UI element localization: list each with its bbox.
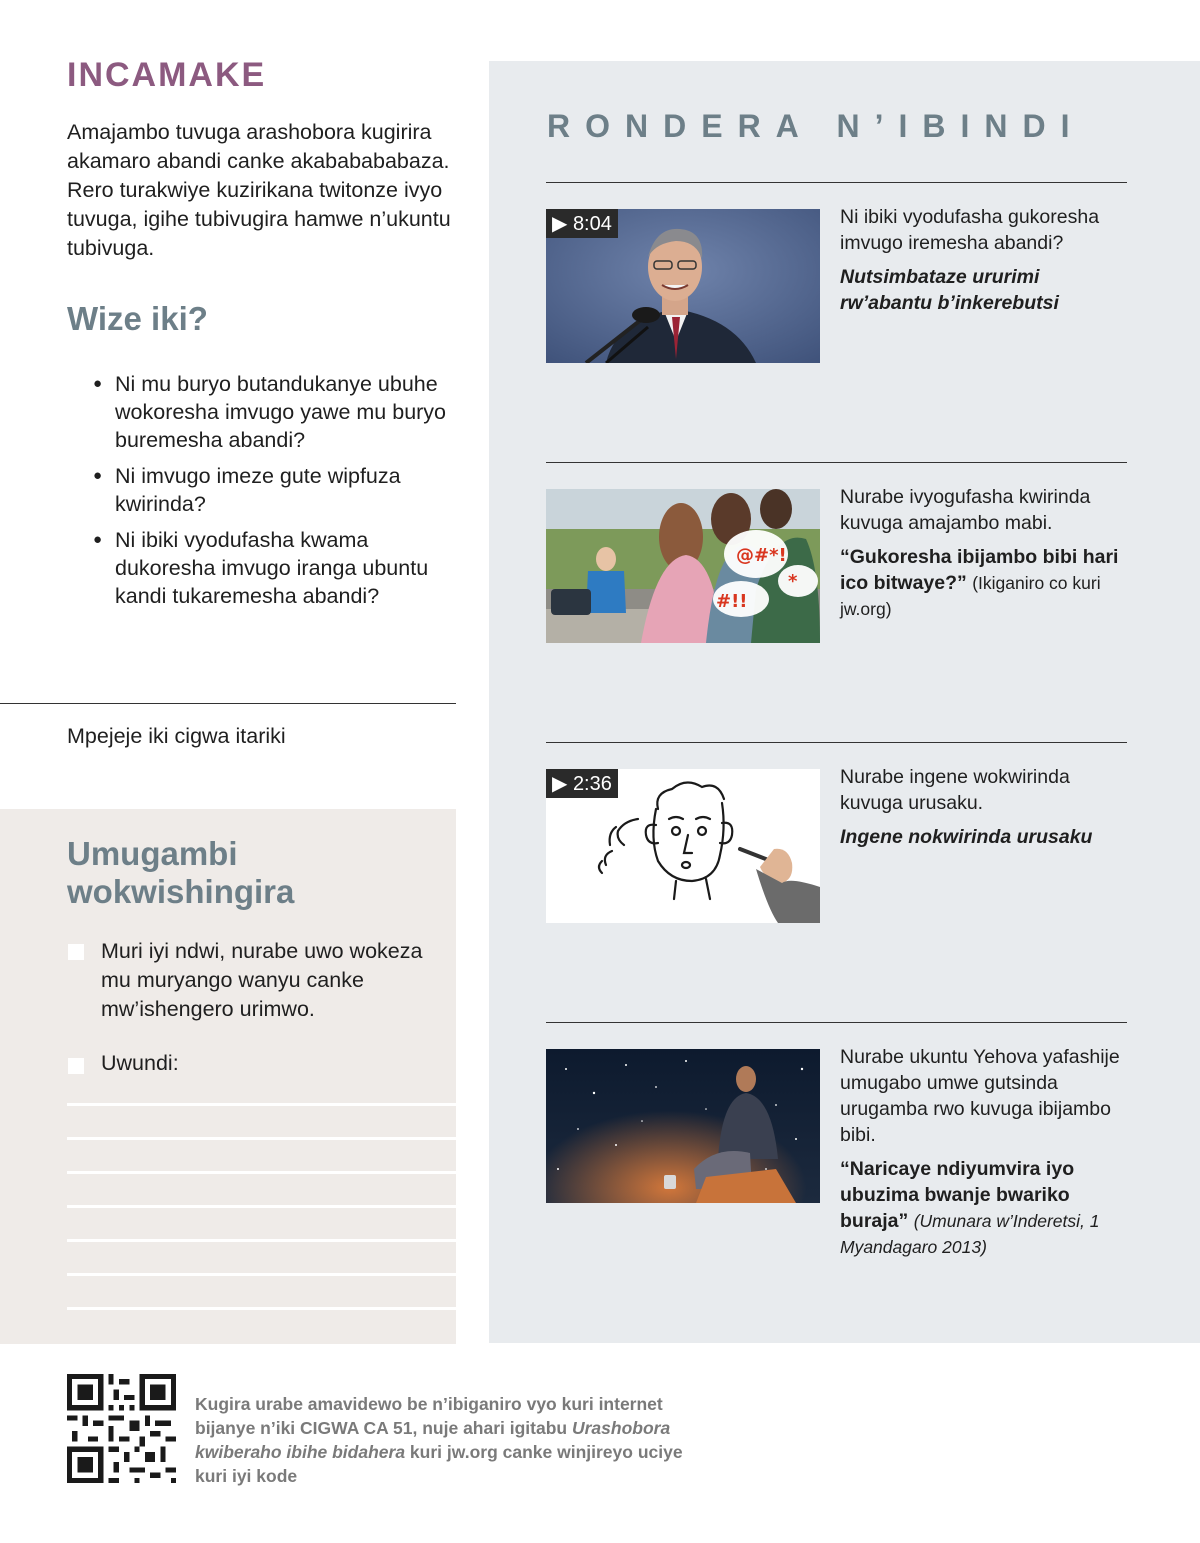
divider <box>546 462 1127 463</box>
qr-code-graphic <box>67 1374 176 1483</box>
goal-checkbox[interactable] <box>68 944 84 960</box>
entry-title-line <box>840 544 1130 622</box>
research-entry <box>840 764 1130 850</box>
other-goal-label: Uwundi: <box>101 1051 179 1075</box>
entry-title-line <box>840 1156 1130 1260</box>
svg-text:*: * <box>788 571 798 592</box>
entry-description: Nurabe ivyogufasha kwirinda kuvuga amajambo mabi. <box>840 486 1091 534</box>
duration-value: 8:04 <box>572 213 612 235</box>
know-heading: Wize iki? <box>67 300 208 337</box>
challenge-heading <box>67 835 294 911</box>
challenge-heading-line: Umugambi <box>67 835 238 872</box>
svg-text:#!!: #!! <box>716 591 748 612</box>
summary-heading: INCAMAKE <box>67 56 267 94</box>
entry-title-link[interactable]: “Naricaye ndiyumvira iyo ubuzima bwanje bwariko buraja” <box>840 1158 1075 1232</box>
entry-description: Ni ibiki vyodufasha gukoresha imvugo iremesha abandi? <box>840 206 1100 254</box>
teens-with-speech-bubbles-image <box>546 489 820 643</box>
publication-title: Urashobora kwiberaho ibihe bidahera <box>195 1418 671 1462</box>
divider <box>546 1022 1127 1023</box>
svg-text:@#*!: @#*! <box>736 545 787 566</box>
other-goal-checkbox[interactable] <box>68 1058 84 1074</box>
video-thumbnail-man-at-microphone[interactable] <box>546 209 820 363</box>
entry-description: Nurabe ukuntu Yehova yafashije umugabo umwe gutsinda urugamba rwo kuvuga ibijambo bibi. <box>840 1046 1120 1146</box>
entry-source: (Umunara w’Inderetsi, 1 Myandagaro 2013) <box>840 1211 1100 1257</box>
summary-text: Amajambo tuvuga arashobora kugirira akamaro abandi canke akababababaza. Rero turakwiye kuzirikana twitonze ivyo tuvuga, igihe tubivugira hamwe n’ukuntu tubivuga. <box>67 120 451 260</box>
writing-line[interactable] <box>67 1103 456 1106</box>
challenge-heading-line: wokwishingira <box>67 873 295 910</box>
entry-description: Nurabe ingene wokwirinda kuvuga urusaku. <box>840 766 1070 814</box>
article-thumbnail-teens[interactable] <box>546 489 820 643</box>
writing-line[interactable] <box>67 1239 456 1242</box>
video-duration: ▶ 8:04 <box>546 209 618 238</box>
writing-line[interactable] <box>67 1273 456 1276</box>
duration-value: 2:36 <box>572 773 612 795</box>
list-item: ● Ni ibiki vyodufasha kwama dukoresha imvugo iranga ubuntu kandi tukaremesha abandi? <box>93 526 463 610</box>
writing-line[interactable] <box>67 1307 456 1310</box>
research-entry <box>840 484 1130 622</box>
writing-line[interactable] <box>67 1205 456 1208</box>
divider <box>546 742 1127 743</box>
entry-title-link[interactable]: Nutsimbataze ururimi rw’abantu b’inkerebutsi <box>840 266 1059 314</box>
research-entry <box>840 204 1130 316</box>
article-thumbnail-starry-sky[interactable] <box>546 1049 820 1203</box>
goal-text: Muri iyi ndwi, nurabe uwo wokeza mu muryango wanyu canke mw’ishengero urimwo. <box>101 939 423 1021</box>
writing-line[interactable] <box>67 1171 456 1174</box>
research-entry <box>840 1044 1130 1260</box>
footer-text <box>195 1392 690 1488</box>
footer-text-part: kuri jw.org canke winjireyo uciye kuri iyi kode <box>195 1442 683 1486</box>
man-under-starry-sky-image <box>546 1049 820 1203</box>
footer-text-part: Kugira urabe amavidewo be n’ibiganiro vyo kuri internet bijanye n’iki CIGWA CA 51, nuje ahari igitabu <box>195 1394 663 1438</box>
qr-code-icon[interactable] <box>67 1374 176 1483</box>
writing-line[interactable] <box>67 1137 456 1140</box>
divider <box>546 182 1127 183</box>
list-item: ● Ni mu buryo butandukanye ubuhe wokoresha imvugo yawe mu buryo buremesha abandi? <box>93 370 463 454</box>
entry-title-link[interactable]: “Gukoresha ibijambo bibi hari ico bitwaye?” <box>840 546 1119 594</box>
research-heading: RONDERA N’IBINDI <box>547 108 1085 144</box>
entry-source: (Ikiganiro co kuri jw.org) <box>840 573 1101 619</box>
video-thumbnail-whiteboard[interactable] <box>546 769 820 923</box>
completion-date-label: Mpejeje iki cigwa itariki <box>67 724 286 748</box>
review-questions-list <box>93 370 463 618</box>
entry-title-link[interactable]: Ingene nokwirinda urusaku <box>840 826 1093 848</box>
video-duration: ▶ 2:36 <box>546 769 618 798</box>
divider <box>0 703 456 704</box>
list-item: ● Ni imvugo imeze gute wipfuza kwirinda? <box>93 462 463 518</box>
